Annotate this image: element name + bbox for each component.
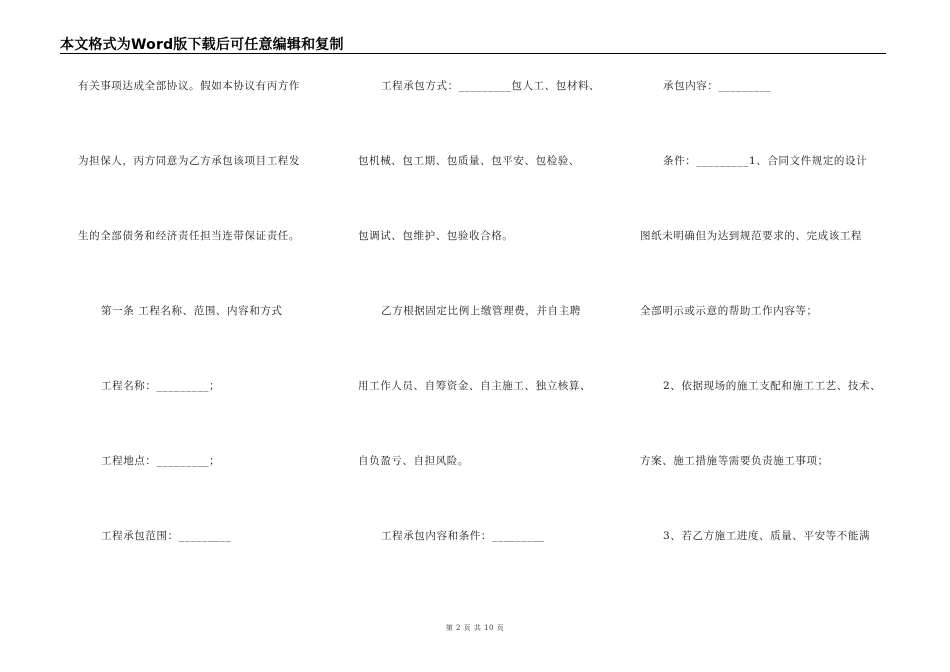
text-line: 条件：_________1、合同文件规定的设计 (663, 155, 868, 167)
text-column-2 (358, 0, 638, 600)
text-line: 乙方根据固定比例上缴管理费，并自主聘 (381, 305, 581, 317)
text-line: 自负盈亏、自担风险。 (358, 455, 469, 467)
text-line: 工程名称：_________； (101, 380, 221, 392)
page-header-title: 本文格式为Word版下载后可任意编辑和复制 (60, 37, 344, 53)
text-line: 工程承包范围：_________ (101, 530, 232, 542)
text-column-3 (640, 0, 920, 600)
text-line: 有关事项达成全部协议。假如本协议有丙方作 (78, 80, 300, 92)
text-line: 3、若乙方施工进度、质量、平安等不能满 (663, 530, 871, 542)
text-line: 包调试、包维护、包验收合格。 (358, 230, 514, 242)
text-line: 工程承包内容和条件：_________ (381, 530, 545, 542)
page-number-footer: 第 2 页 共 10 页 (445, 624, 505, 632)
text-line: 2、依据现场的施工支配和施工工艺、技术、 (663, 380, 882, 392)
text-line: 生的全部债务和经济责任担当连带保证责任。 (78, 230, 300, 242)
text-line: 用工作人员、自筹资金、自主施工、独立核算、 (358, 380, 592, 392)
text-line: 全部明示或示意的帮助工作内容等； (640, 305, 818, 317)
text-line: 为担保人，丙方同意为乙方承包该项目工程发 (78, 155, 300, 167)
text-line: 承包内容：_________ (663, 80, 772, 92)
text-line: 工程地点：_________； (101, 455, 221, 467)
section-heading: 第一条 工程名称、范围、内容和方式 (101, 305, 283, 317)
text-line: 图纸未明确但为达到规范要求的、完成该工程 (640, 230, 862, 242)
text-line: 方案、施工措施等需要负责施工事项； (640, 455, 829, 467)
text-column-1 (78, 0, 358, 600)
text-line: 工程承包方式：_________包人工、包材料、 (381, 80, 601, 92)
text-line: 包机械、包工期、包质量、包平安、包检验、 (358, 155, 580, 167)
